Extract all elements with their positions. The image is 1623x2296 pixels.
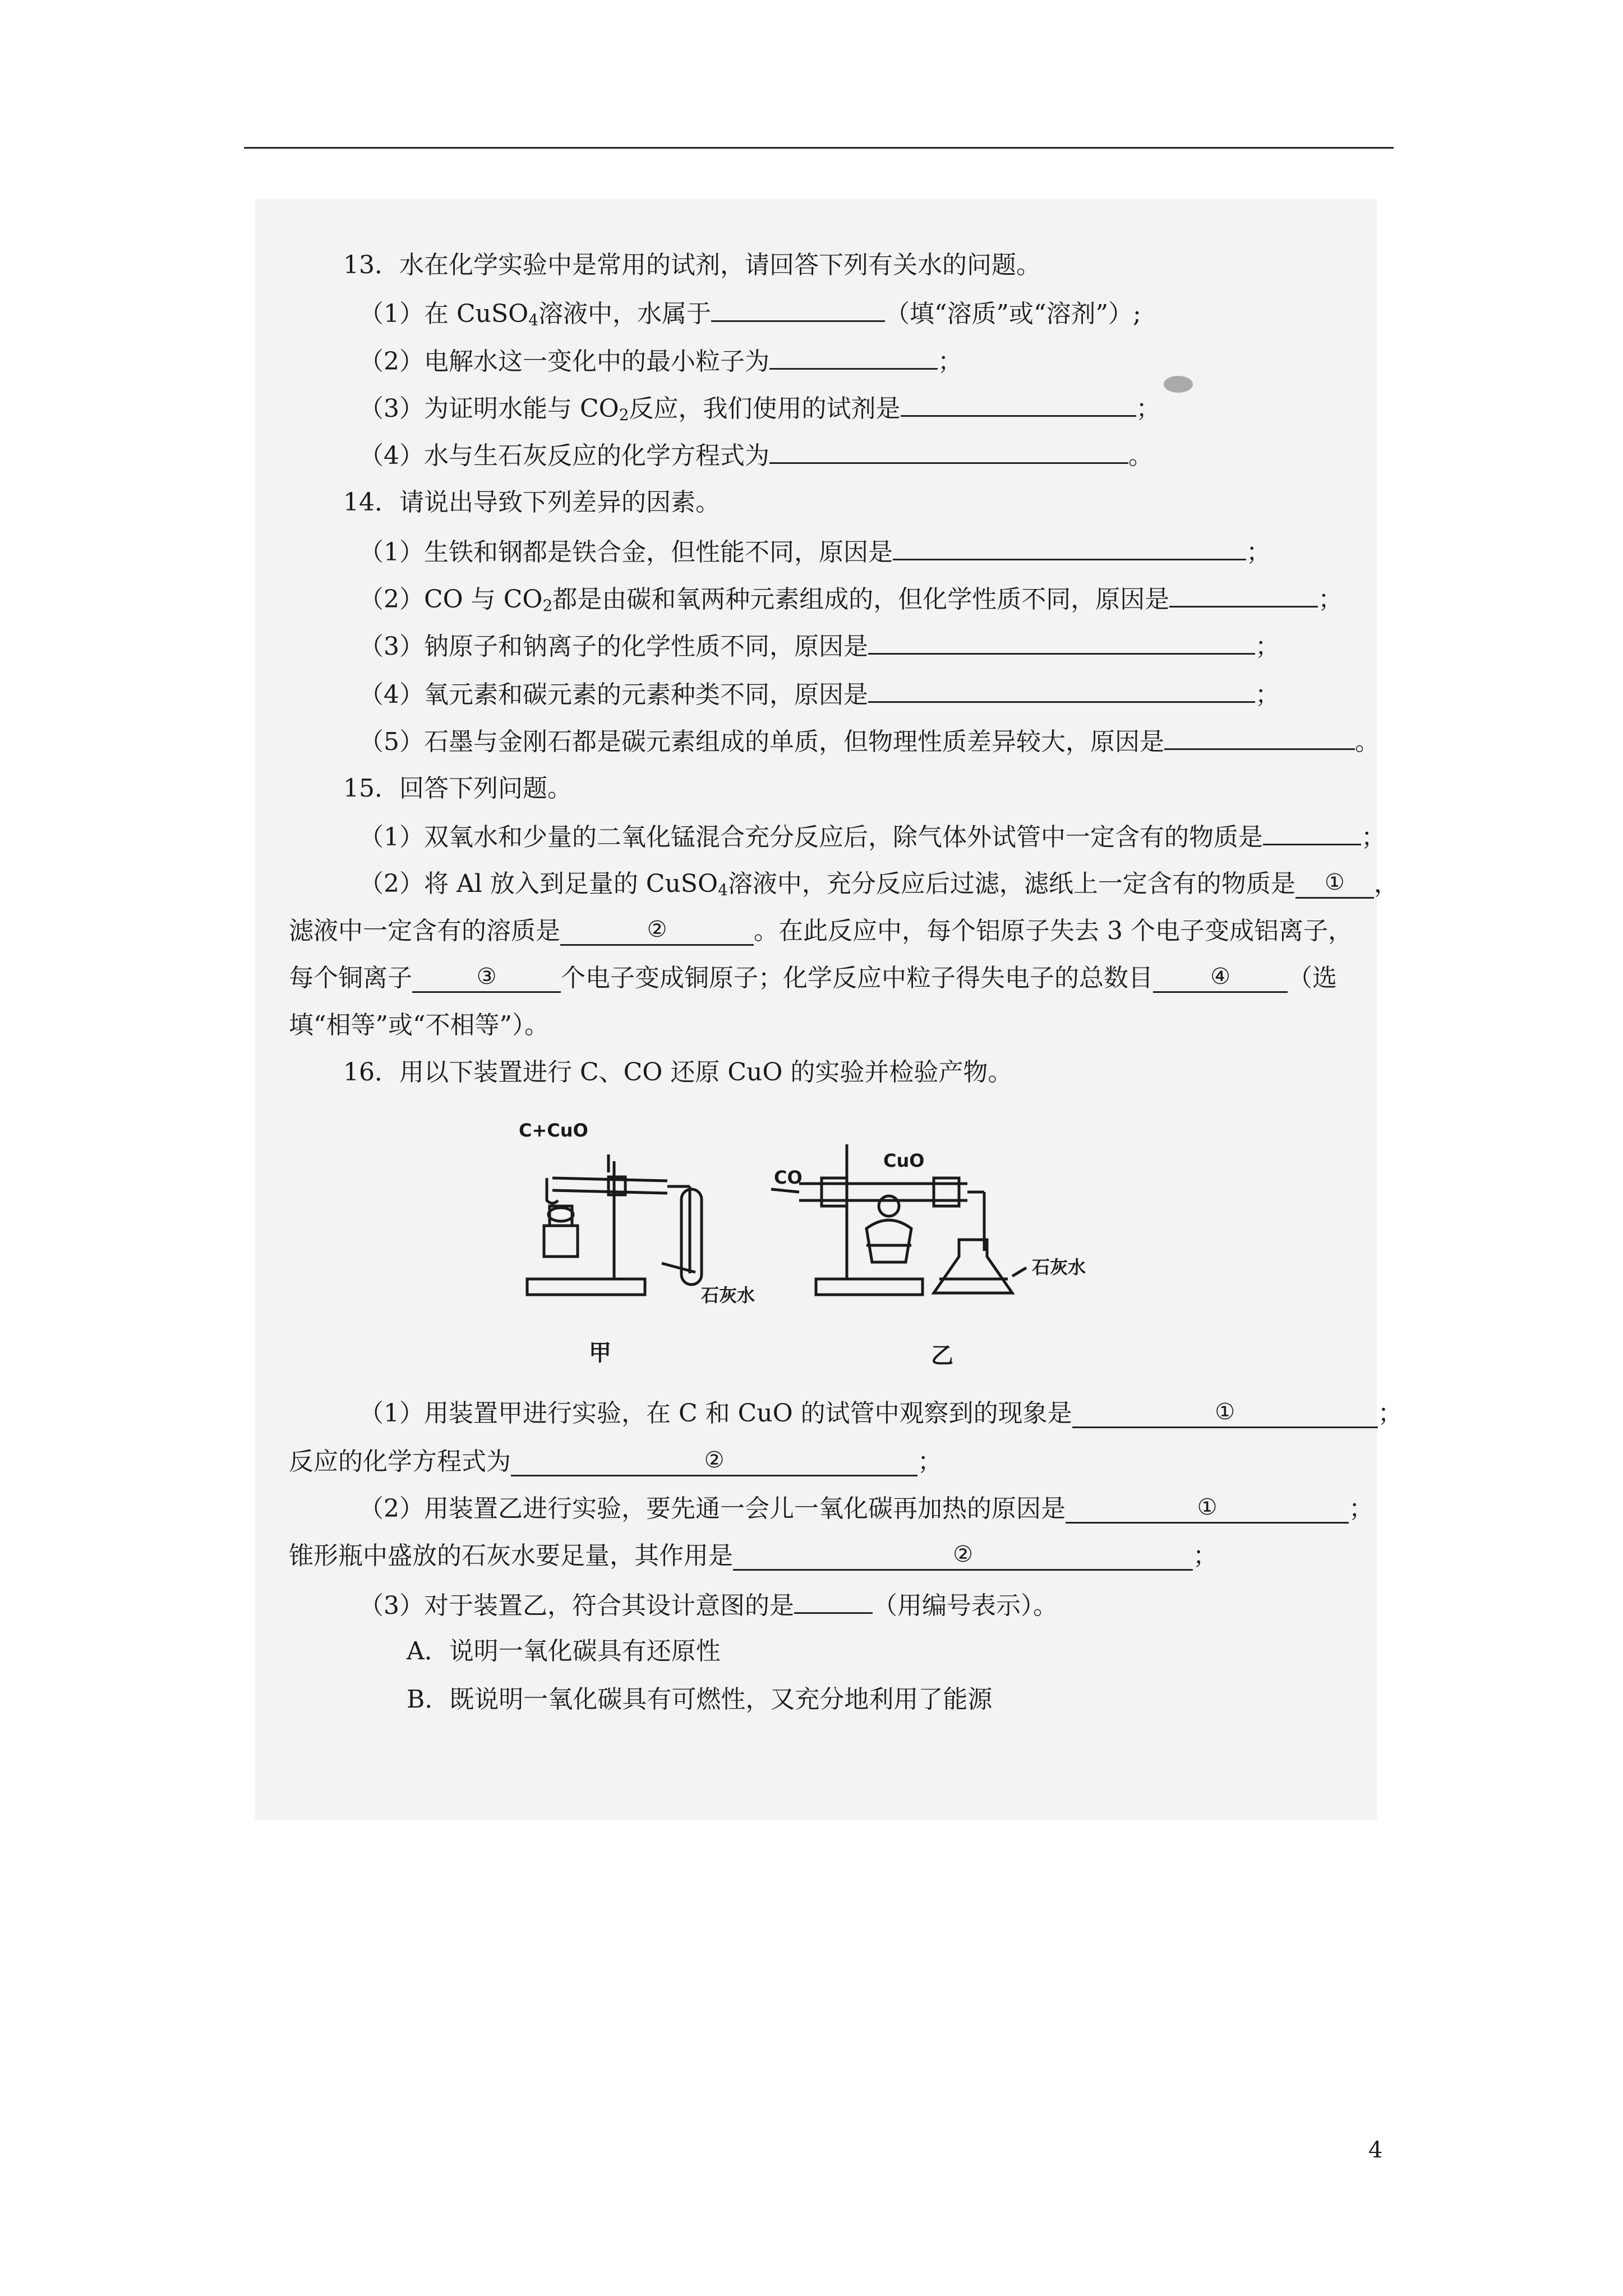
q15-line2: 滤液中一定含有的溶质是 ② 。在此反应中，每个铝原子失去 3 个电子变成铝离子，: [289, 917, 1353, 945]
q16-part2: （2）用装置乙进行实验，要先通一会儿一氧化碳再加热的原因是 ① ；: [359, 1494, 1373, 1523]
q15-part2: （2）将 Al 放入到足量的 CuSO$_4$溶液中，充分反应后过滤，滤纸上一定含有的物质是 ① ，: [359, 869, 1399, 899]
q14-stem: 14．请说出导致下列差异的因素。: [343, 488, 720, 517]
answer-blank-1[interactable]: ①: [1295, 872, 1374, 899]
answer-blank[interactable]: [868, 628, 1255, 655]
q13-part4: （4）水与生石灰反应的化学方程式为 。: [359, 438, 1153, 473]
q14-part1: （1）生铁和钢都是铁合金，但性能不同，原因是 ；: [359, 534, 1271, 569]
jia-alcohol-lamp: [544, 1226, 578, 1257]
answer-blank[interactable]: [1164, 724, 1355, 750]
answer-blank[interactable]: [893, 534, 1246, 560]
caption-jia: 甲: [589, 1340, 611, 1366]
yi-alcohol-lamp: [866, 1220, 911, 1262]
yi-conical-flask: [934, 1240, 1012, 1293]
answer-blank-2[interactable]: ②: [733, 1544, 1193, 1571]
q16-part2-line2: 锥形瓶中盛放的石灰水要足量，其作用是 ② ；: [289, 1542, 1218, 1570]
caption-yi: 乙: [931, 1342, 953, 1369]
q16-part1-line2: 反应的化学方程式为 ② ；: [289, 1447, 942, 1476]
q16-part3: （3）对于装置乙，符合其设计意图的是 （用编号表示）。: [359, 1588, 1058, 1623]
answer-blank-2[interactable]: ②: [560, 919, 754, 946]
q13-part1: （1）在 CuSO$_4$溶液中，水属于 （填“溶质”或“溶剂”）;: [359, 296, 1141, 337]
answer-blank[interactable]: [868, 677, 1255, 703]
answer-blank-2[interactable]: ②: [511, 1450, 917, 1476]
label-c-cuo: C+CuO: [519, 1120, 588, 1141]
q16-part1: （1）用装置甲进行实验，在 C 和 CuO 的试管中观察到的现象是 ① ；: [359, 1399, 1403, 1428]
q14-part4: （4）氧元素和碳元素的元素种类不同，原因是 ；: [359, 677, 1280, 712]
answer-blank[interactable]: [1263, 819, 1361, 845]
q16-stem: 16．用以下装置进行 C、CO 还原 CuO 的实验并检验产物。: [343, 1058, 1013, 1087]
answer-blank[interactable]: [769, 438, 1128, 464]
answer-blank-1[interactable]: ①: [1066, 1497, 1349, 1524]
apparatus-figure: [519, 1116, 1164, 1374]
header-rule: [244, 147, 1394, 149]
q15-line3: 每个铜离子 ③ 个电子变成铜原子；化学反应中粒子得失电子的总数目 ④ （选: [289, 964, 1337, 992]
jia-base: [527, 1279, 645, 1295]
apparatus-diagram: [519, 1116, 1164, 1374]
answer-blank[interactable]: [1169, 581, 1318, 608]
ink-smudge: [1164, 376, 1193, 393]
answer-blank[interactable]: [901, 390, 1136, 417]
answer-blank[interactable]: [794, 1588, 873, 1614]
answer-blank[interactable]: [711, 296, 885, 322]
q14-part5: （5）石墨与金刚石都是碳元素组成的单质，但物理性质差异较大，原因是 。: [359, 724, 1380, 759]
q14-part2: （2）CO 与 $CO_2$都是由碳和氧两种元素组成的，但化学性质不同，原因是 ；: [359, 581, 1343, 623]
label-limewater-2: 石灰水: [1032, 1257, 1086, 1278]
answer-blank-4[interactable]: ④: [1153, 967, 1288, 993]
yi-base: [816, 1279, 923, 1295]
q15-stem: 15．回答下列问题。: [343, 774, 572, 803]
label-limewater-1: 石灰水: [701, 1285, 755, 1306]
answer-blank-3[interactable]: ③: [412, 967, 561, 993]
q16-option-a: A．说明一氧化碳具有还原性: [407, 1637, 721, 1665]
label-cuo: CuO: [883, 1150, 925, 1171]
answer-blank-1[interactable]: ①: [1072, 1402, 1378, 1428]
q15-part1: （1）双氧水和少量的二氧化锰混合充分反应后，除气体外试管中一定含有的物质是 ；: [359, 819, 1386, 854]
q14-part3: （3）钠原子和钠离子的化学性质不同，原因是 ；: [359, 628, 1280, 664]
page-number: 4: [1368, 2137, 1383, 2163]
answer-blank[interactable]: [769, 343, 938, 370]
q13-part3: （3）为证明水能与 $CO_2$反应，我们使用的试剂是 ；: [359, 390, 1161, 432]
q13-part2: （2）电解水这一变化中的最小粒子为 ；: [359, 343, 962, 379]
q15-line4: 填“相等”或“不相等”）。: [289, 1011, 549, 1039]
label-co: CO: [774, 1167, 803, 1188]
q13-stem: 13．水在化学实验中是常用的试剂，请回答下列有关水的问题。: [343, 251, 1041, 279]
q16-option-b: B．既说明一氧化碳具有可燃性，又充分地利用了能源: [407, 1685, 993, 1714]
